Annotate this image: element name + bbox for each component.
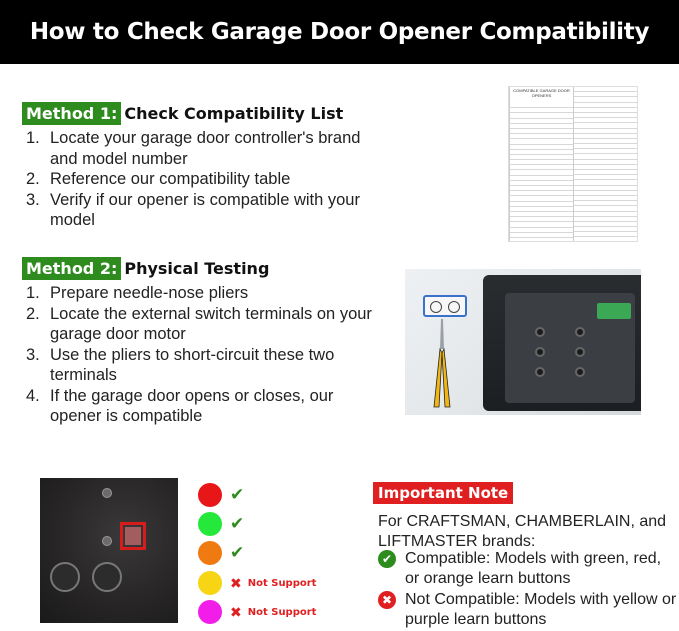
purple-dot xyxy=(198,600,222,624)
method2-name: Physical Testing xyxy=(124,259,270,278)
learn-color-green xyxy=(198,512,244,536)
not-support-label: Not Support xyxy=(247,606,317,618)
pliers-icon xyxy=(431,319,453,409)
not-support-label: Not Support xyxy=(247,577,317,589)
method2-badge: Method 2: xyxy=(22,257,121,280)
learn-color-purple xyxy=(198,600,316,624)
cross-icon: ✖ xyxy=(230,574,242,591)
list-item: 2. Reference our compatibility table xyxy=(26,170,291,188)
terminal-block xyxy=(597,303,631,319)
note-not-compatible: ✖ Not Compatible: Models with yellow or purple learn buttons xyxy=(378,590,678,630)
terminal-led xyxy=(575,367,585,377)
red-dot xyxy=(198,483,222,507)
learn-color-yellow xyxy=(198,571,316,595)
list-item: 3. Verify if our opener is compatible with your model xyxy=(26,190,360,229)
learn-button-highlight xyxy=(120,522,146,550)
x-circle-icon: ✖ xyxy=(378,591,396,609)
method1-badge: Method 1: xyxy=(22,102,121,125)
method2-steps xyxy=(26,283,386,427)
orange-dot xyxy=(198,541,222,565)
header-banner xyxy=(0,0,679,64)
list-item: 2. Locate the external switch terminals on your garage door motor xyxy=(26,304,372,343)
method1-title xyxy=(22,102,343,125)
motor-panel xyxy=(505,293,635,403)
close-force-knob xyxy=(92,562,122,592)
note-compatible: ✔ Compatible: Models with green, red, or orange learn buttons xyxy=(378,549,678,589)
table-row xyxy=(574,237,638,242)
screw-icon xyxy=(102,488,112,498)
method1-steps xyxy=(26,128,386,231)
learn-button-photo xyxy=(40,478,178,623)
compat-table-col-right xyxy=(573,87,638,242)
open-force-knob xyxy=(50,562,80,592)
compat-table-col-left xyxy=(509,87,574,242)
list-item: 1. Locate your garage door controller's brand and model number xyxy=(26,129,361,168)
terminal-led xyxy=(535,347,545,357)
list-item: 1. Prepare needle-nose pliers xyxy=(26,284,249,302)
screw-icon xyxy=(430,301,442,313)
learn-color-red xyxy=(198,483,244,507)
list-item: 4. If the garage door opens or closes, our opener is compatible xyxy=(26,386,334,425)
garage-motor-photo xyxy=(405,269,641,415)
cross-icon: ✖ xyxy=(230,603,242,620)
learn-color-orange xyxy=(198,541,244,565)
screw-icon xyxy=(102,536,112,546)
check-icon: ✔ xyxy=(230,543,245,562)
important-note-badge: Important Note xyxy=(373,482,513,504)
terminal-zoom-callout xyxy=(423,295,467,317)
screw-icon xyxy=(448,301,460,313)
method1-name: Check Compatibility List xyxy=(124,104,344,123)
list-item: 3. Use the pliers to short-circuit these two terminals xyxy=(26,345,335,384)
table-row xyxy=(510,238,574,242)
check-icon: ✔ xyxy=(230,514,245,533)
check-circle-icon: ✔ xyxy=(378,550,396,568)
terminal-led xyxy=(535,367,545,377)
compat-table-heading: COMPATIBLE GARAGE DOOR OPENERS xyxy=(513,88,570,98)
method2-title xyxy=(22,257,269,280)
page-title: How to Check Garage Door Opener Compatibility xyxy=(29,19,650,45)
motor-housing xyxy=(483,275,641,411)
yellow-dot xyxy=(198,571,222,595)
green-dot xyxy=(198,512,222,536)
check-icon: ✔ xyxy=(230,485,245,504)
note-intro: For CRAFTSMAN, CHAMBERLAIN, and LIFTMASTER brands: xyxy=(378,513,667,550)
compatibility-table-image xyxy=(508,86,638,242)
terminal-led xyxy=(575,347,585,357)
terminal-led xyxy=(575,327,585,337)
terminal-led xyxy=(535,327,545,337)
